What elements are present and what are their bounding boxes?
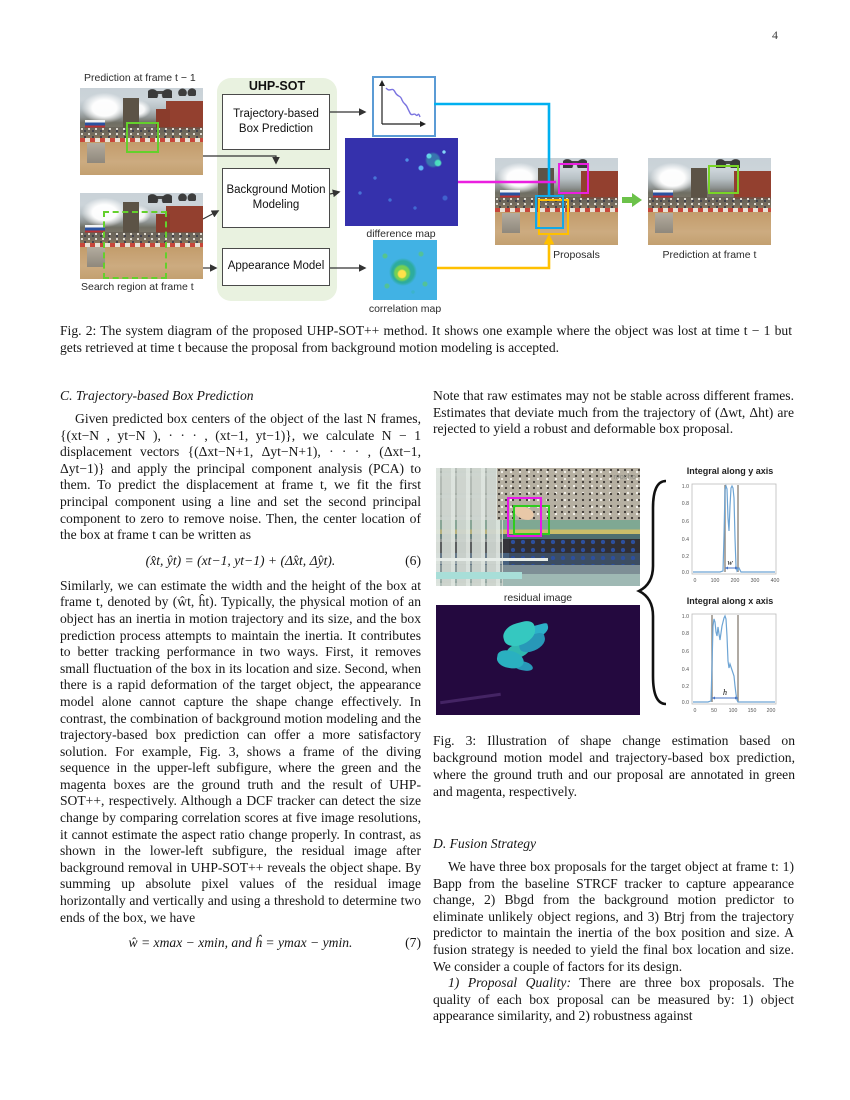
crate [87, 247, 104, 267]
x-tick: 150 [747, 708, 757, 714]
stadium-lights-glare [650, 163, 694, 193]
residual-image [436, 605, 640, 715]
label-residual-image: residual image [503, 592, 573, 604]
paragraph [433, 975, 794, 1025]
residual-object-blob [501, 619, 538, 649]
pool-edge [436, 572, 522, 579]
h-label: h [723, 688, 727, 697]
x-tick: 200 [730, 578, 740, 584]
biker-silhouette [148, 194, 173, 203]
green-arrow-icon [622, 193, 642, 207]
tower-silhouette [538, 168, 554, 198]
crate [87, 143, 104, 163]
crate [502, 213, 519, 233]
prediction-photo [648, 158, 771, 245]
section-c-heading: C. Trajectory-based Box Prediction [60, 388, 254, 403]
residual-streak [440, 693, 501, 705]
y-tick: 0.4 [681, 667, 689, 673]
x-tick: 400 [770, 578, 780, 584]
y-tick: 0.6 [681, 519, 689, 525]
figure-2-diagram [60, 66, 790, 318]
paragraph: We have three box proposals for the target object at frame t: 1) Bapp from the baseline STRCF tracker to capture appearance change, 2) Bbgd from the background motion predictor to eliminate unlikely object regions, and 3) Btrj from the trajectory predictor to maintain the inertia of the box position and size. A fusion strategy is needed to yield the final box location and size. We consider a couple of factors for its design. [433, 859, 794, 974]
page-number: 4 [772, 28, 778, 42]
x-tick: 100 [710, 578, 720, 584]
trajectory-plot [372, 76, 436, 137]
y-tick: 0.8 [681, 501, 689, 507]
label-prediction-frame-t-1: Prediction at frame t − 1 [84, 72, 196, 84]
label-correlation-map: correlation map [368, 303, 442, 315]
label-difference-map: difference map [366, 228, 436, 240]
equation-6-number: (6) [405, 552, 421, 568]
diving-platform-structure [436, 468, 503, 586]
section-d-heading: D. Fusion Strategy [433, 836, 537, 851]
right-column-top [433, 388, 794, 438]
y-tick: 0.4 [681, 537, 689, 543]
stadium-lights-glare [497, 163, 541, 193]
x-tick: 0 [693, 708, 697, 714]
label-search-region: Search region at frame t [81, 281, 194, 293]
x-tick: 0 [693, 578, 697, 584]
label-proposals: Proposals [553, 249, 600, 261]
difference-map-image [345, 138, 458, 226]
figure-2-caption: Fig. 2: The system diagram of the proposed UHP-SOT++ method. It shows one example where the object was lost at time t − 1 but gets retrieved at time t because the proposal from background motion modeling is accepted. [60, 323, 792, 355]
biker-silhouette [178, 193, 195, 201]
equation-7 [60, 935, 421, 951]
x-tick: 50 [711, 708, 717, 714]
biker-silhouette [148, 89, 173, 99]
left-column [60, 388, 421, 960]
red-building [166, 206, 203, 234]
right-column-bottom [433, 836, 794, 1025]
figure-3-caption: Fig. 3: Illustration of shape change estimation based on background motion model and trajectory-based box prediction, where the ground truth and our proposal are annotated in green and magenta, respectively. [433, 733, 795, 799]
proposals-photo [495, 158, 618, 245]
appearance-model-block: Appearance Model [222, 248, 330, 286]
w-label: w [727, 558, 733, 567]
y-tick: 1.0 [681, 484, 689, 490]
label-prediction-frame-t: Prediction at frame t [662, 249, 757, 261]
frame-t-photo [80, 193, 203, 279]
trajectory-box-prediction-block: Trajectory-based Box Prediction [222, 94, 330, 150]
crowd-band [648, 197, 771, 208]
y-tick: 0.2 [681, 554, 689, 560]
equation-7-body: ŵ = xmax − xmin, and ĥ = ymax − ymin. [128, 935, 353, 951]
equation-6-body: (x̂t, ŷt) = (xt−1, yt−1) + (Δ̂xt, Δ̂yt). [145, 552, 336, 568]
frame-t-1-photo [80, 88, 203, 175]
paragraph: Note that raw estimates may not be stable across different frames. Estimates that deviate much from the trajectory of (Δwt, Δht) are rejected to yield a robust and deformable box proposal. [433, 388, 794, 437]
stadium-lights-glare [82, 93, 126, 123]
barrier-stripe [648, 208, 771, 212]
cyan-proposal-box [535, 195, 564, 229]
y-tick: 1.0 [681, 614, 689, 620]
red-building [734, 171, 771, 199]
y-tick: 0.8 [681, 631, 689, 637]
y-tick: 0.2 [681, 684, 689, 690]
background-motion-modeling-block: Background Motion Modeling [222, 168, 330, 228]
green-search-region-box [103, 211, 167, 279]
red-building [166, 101, 203, 129]
curly-brace [632, 478, 672, 708]
y-tick: 0.0 [681, 700, 689, 706]
diving-board [436, 558, 548, 562]
x-tick: 100 [728, 708, 738, 714]
residual-object-blob [496, 649, 525, 670]
equation-7-number: (7) [405, 935, 421, 951]
magenta-proposal-box [558, 163, 589, 194]
green-prediction-box [126, 122, 159, 153]
correlation-map-image [373, 240, 437, 300]
proposal-quality-label: 1) Proposal Quality: [448, 975, 571, 991]
y-tick: 0.0 [681, 570, 689, 576]
crate [655, 213, 672, 233]
equation-6 [60, 553, 421, 569]
x-tick: 300 [750, 578, 760, 584]
magenta-proposal-box [507, 497, 542, 537]
integral-y-title: Integral along y axis [686, 466, 774, 476]
x-tick: 200 [766, 708, 776, 714]
paragraph: Similarly, we can estimate the width and the height of the box at frame t, denoted by (ŵt, ĥt). Typically, the physical motion of an object has an inertia in motion trajectory and its size, and the box prediction process attempts to maintain the inertia. It contributes to better tracking performance in two ways. First, it removes small fluctuation of the box in its location and size. Second, when there is a rapid deformation of the target object, the appearance model alone cannot capture the shape change effectively. In contrast, the combination of background motion modeling and the trajectory-based box prediction can offer a more satisfactory solution. For example, Fig. 3, shows a frame of the diving sequence in the upper-left subfigure, where the green and the magenta boxes are the ground truth and the result of UHP-SOT++, respectively. Although a DCF tracker can detect the size change by comparing correlation scores at five image resolutions, it cannot estimate the aspect ratio change properly. In contrast, as shown in the lower-left subfigure, the residual image after background removal in UHP-SOT++ reveals the object shape. By summing up absolute pixel values of the residual image horizontally and vertically and using a threshold to determine two ends of the box, we have [60, 577, 421, 925]
proposal-quality-text: There are three box proposals. The quality of each box proposal can be measured by: 1) object appearance similarity, and 2) robustness against [433, 975, 795, 1024]
integral-x-plot [670, 596, 790, 723]
integral-x-title: Integral along x axis [686, 596, 774, 606]
green-final-box [708, 165, 739, 194]
tower-silhouette [691, 168, 707, 198]
biker-silhouette [178, 88, 195, 96]
diving-frame-photo [436, 468, 640, 586]
y-tick: 0.6 [681, 649, 689, 655]
broadcast-watermark: mocho [613, 471, 636, 481]
paragraph: Given predicted box centers of the object of the last N frames, {(xt−N , yt−N ), · · · , (xt−1, yt−1)}, we calculate N − 1 displacement vectors {(Δxt−N+1, Δyt−N+1), · · · , (Δxt−1, Δyt−1)} and apply the principal component analysis (PCA) to them. To predict the displacement at frame t, we fit the first principal component using a line and set the second principal component to zero to remove noise. Then, the center location of the box at frame t can be written as [60, 411, 421, 543]
integral-y-plot [670, 466, 790, 593]
uhp-sot-title: UHP-SOT [248, 79, 306, 93]
